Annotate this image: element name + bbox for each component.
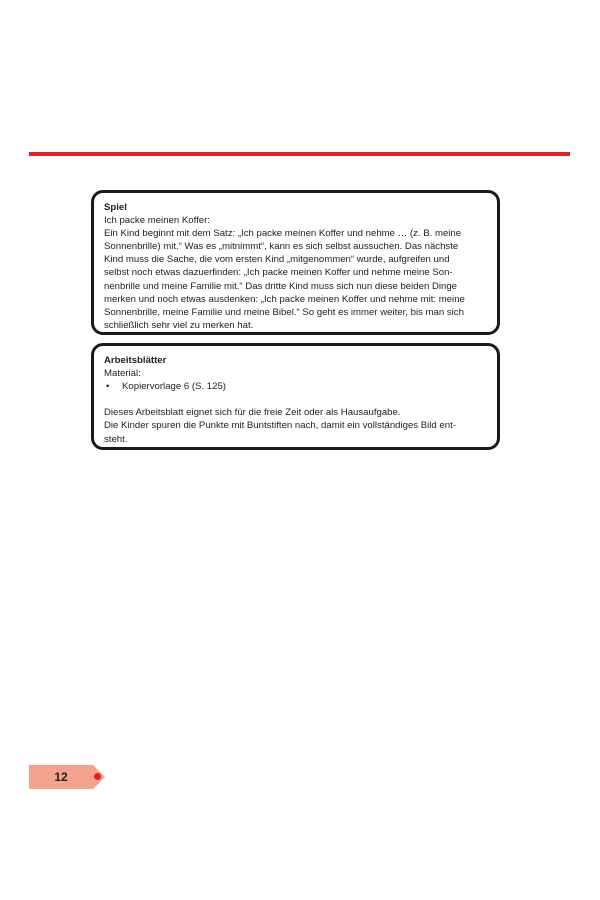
paragraph-spacer (104, 393, 497, 406)
header-rule (29, 152, 570, 156)
arbeitsblaetter-line: Die Kinder spuren die Punkte mit Buntstiften nach, damit ein vollständiges Bild ent- (104, 420, 456, 432)
spiel-line: Sonnenbrille, meine Familie und meine Bibel.“ So geht es immer weiter, bis man sich (104, 306, 464, 318)
material-list-item (104, 380, 497, 393)
spiel-line: merken und noch etwas ausdenken: „Ich packe meinen Koffer und nehme mit: meine (104, 293, 465, 305)
spiel-line: schließlich sehr viel zu merken hat. (104, 319, 254, 331)
spiel-line: Kind muss die Sache, die vom ersten Kind „mitgenommen“ wurde, aufgreifen und (104, 254, 450, 266)
material-label: Material: (104, 368, 141, 380)
arbeitsblaetter-line: steht. (104, 433, 128, 445)
bullet-icon: • (106, 381, 110, 393)
spiel-line: selbst noch etwas dazuerfinden: „Ich packe meinen Koffer und nehme meine Son- (104, 267, 453, 279)
spiel-box (91, 190, 500, 335)
spiel-title: Spiel (104, 202, 127, 213)
arbeitsblaetter-line: Dieses Arbeitsblatt eignet sich für die freie Zeit oder als Hausaufgabe. (104, 407, 401, 419)
spiel-line: Ich packe meinen Koffer: (104, 215, 210, 227)
arbeitsblaetter-box (91, 343, 500, 450)
material-item-text: Kopiervorlage 6 (S. 125) (122, 381, 226, 393)
spiel-line: Ein Kind beginnt mit dem Satz: „Ich packe meinen Koffer und nehme … (z. B. meine (104, 228, 462, 240)
page-number: 12 (54, 770, 68, 784)
page-dot-icon (94, 773, 101, 780)
spiel-line: nenbrille und meine Familie mit.“ Das dritte Kind muss sich nun diese beiden Dinge (104, 280, 458, 292)
arbeitsblaetter-title: Arbeitsblätter (104, 355, 167, 366)
spiel-line: Sonnenbrille) mit.“ Was es „mitnimmt“, kann es sich selbst aussuchen. Das nächste (104, 241, 459, 253)
page-number-tab (29, 765, 93, 789)
